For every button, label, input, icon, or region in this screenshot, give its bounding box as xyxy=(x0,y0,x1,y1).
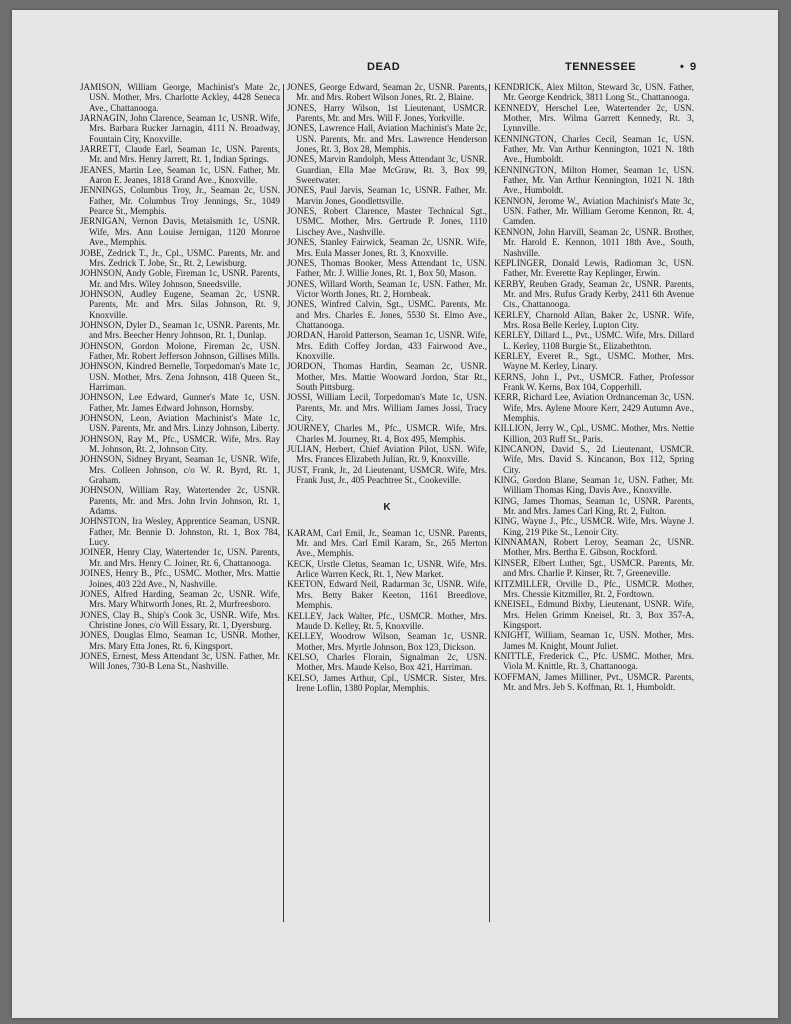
column-3 xyxy=(494,82,694,692)
casualty-entry: JONES, Winfred Calvin, Sgt., USMC. Parents, Mr. and Mrs. Charles E. Jones, 5530 St. Elmo Ave., Chattanooga. xyxy=(287,299,487,330)
casualty-entry: JARNAGIN, John Clarence, Seaman 1c, USNR. Wife, Mrs. Barbara Rucker Jarnagin, 4111 N. Broadway, Fountain City, Knoxville. xyxy=(80,113,280,144)
section-letter: K xyxy=(383,502,391,514)
casualty-entry: JEANES, Martin Lee, Seaman 1c, USN. Father, Mr. Aaron E. Jeanes, 1818 Grand Ave., Knoxville. xyxy=(80,164,280,186)
casualty-entry: JOHNSON, Audley Eugene, Seaman 2c, USNR. Parents, Mr. and Mrs. Silas Johnson, Rt. 9, Knoxville. xyxy=(80,288,280,320)
casualty-entry: KING, Wayne J., Pfc., USMCR. Wife, Mrs. Wayne J. King, 219 Pike St., Lenoir City. xyxy=(494,516,694,537)
casualty-entry: KENDRICK, Alex Milton, Steward 3c, USN. Father, Mr. George Kendrick, 3811 Long St., Chattanooga. xyxy=(494,82,694,103)
casualty-entry: JONES, Douglas Elmo, Seaman 1c, USNR. Mother, Mrs. Mary Etta Jones, Rt. 6, Kingsport. xyxy=(80,630,280,651)
casualty-entry: JONES, Clay B., Ship's Cook 3c, USNR. Wife, Mrs. Christine Jones, c/o Will Essary, Rt. 1, Dyersburg. xyxy=(80,609,280,630)
casualty-entry: JAMISON, William George, Machinist's Mate 2c, USN. Mother, Mrs. Charlotte Ackley, 4428 Seneca Ave., Chattanooga. xyxy=(80,82,280,113)
casualty-entry: KILLION, Jerry W., Cpl., USMC. Mother, Mrs. Nettie Killion, 203 Ruff St., Paris. xyxy=(494,423,694,444)
casualty-entry: KELSO, Charles Florain, Signalman 2c, USN. Mother, Mrs. Maude Kelso, Box 421, Harriman. xyxy=(287,651,487,673)
casualty-entry: KEETON, Edward Neil, Radarman 3c, USNR. Wife, Mrs. Betty Baker Keeton, 1161 Breedlove, Memphis. xyxy=(287,579,487,611)
casualty-entry: JOINER, Henry Clay, Watertender 1c, USN. Parents, Mr. and Mrs. Henry C. Joiner, Rt. 6, Chattanooga. xyxy=(80,547,280,568)
casualty-entry: JOHNSON, Gordon Molone, Fireman 2c, USN. Father, Mr. Robert Jefferson Johnson, Gillises Mills. xyxy=(80,340,280,361)
casualty-entry: JOSSI, William Lecil, Torpedoman's Mate 1c, USN. Parents, Mr. and Mrs. William James Jossi, Tracy City. xyxy=(287,392,487,423)
casualty-entry: KELLEY, Jack Walter, Pfc., USMCR. Mother, Mrs. Maude D. Kelley, Rt. 5, Knoxville. xyxy=(287,610,487,631)
casualty-entry: JORDAN, Harold Patterson, Seaman 1c, USNR. Wife, Mrs. Edith Coffey Jordan, 433 Fairwood Ave., Knoxville. xyxy=(287,330,487,361)
casualty-entry: JONES, Ernest, Mess Attendant 3c, USN. Father, Mr. Will Jones, 730-B Lena St., Nashville. xyxy=(80,650,280,672)
casualty-entry: JONES, Robert Clarence, Master Technical Sgt., USMC. Mother, Mrs. Gertrude P. Jones, 1110 Lischey Ave., Nashville. xyxy=(287,206,487,237)
casualty-entry: JENNINGS, Columbus Troy, Jr., Seaman 2c, USN. Father, Mr. Columbus Troy Jennings, Sr., 1049 Pearce St., Memphis. xyxy=(80,185,280,217)
casualty-entry: JERNIGAN, Vernon Davis, Metalsmith 1c, USNR. Wife, Mrs. Ann Louise Jernigan, 1120 Monroe Ave., Memphis. xyxy=(80,216,280,248)
casualty-entry: JONES, Willard Worth, Seaman 1c, USN. Father, Mr. Victor Worth Jones, Rt. 2, Hornbeak. xyxy=(287,278,487,299)
casualty-entry: KINCANON, David S., 2d Lieutenant, USMCR. Wife, Mrs. David S. Kincanon, Box 112, Spring City. xyxy=(494,444,694,475)
casualty-entry: JONES, Thomas Booker, Mess Attendant 1c, USN. Father, Mr. J. Willie Jones, Rt. 1, Box 50, Mason. xyxy=(287,257,487,279)
casualty-entry: JULIAN, Herbert, Chief Aviation Pilot, USN. Wife, Mrs. Frances Elizabeth Julian, Rt. 9, Knoxville. xyxy=(287,444,487,465)
casualty-entry: KINNAMAN, Robert Leroy, Seaman 2c, USNR. Mother, Mrs. Bertha E. Gibson, Rockford. xyxy=(494,537,694,558)
casualty-entry: JOURNEY, Charles M., Pfc., USMCR. Wife, Mrs. Charles M. Journey, Rt. 4, Box 495, Memphis. xyxy=(287,423,487,444)
casualty-entry: JOHNSON, William Ray, Watertender 2c, USNR. Parents, Mr. and Mrs. John Irvin Johnson, Rt. 1, Adams. xyxy=(80,485,280,517)
casualty-entry: KENNINGTON, Milton Homer, Seaman 1c, USN. Father, Mr. Van Arthur Kennington, 1021 N. 18th Ave., Humboldt. xyxy=(494,164,694,196)
page-header xyxy=(0,61,791,77)
casualty-entry: JONES, Stanley Fairwick, Seaman 2c, USNR. Wife, Mrs. Eula Masser Jones, Rt. 3, Knoxville. xyxy=(287,237,487,258)
casualty-entry: JONES, Paul Jarvis, Seaman 1c, USNR. Father, Mr. Marvin Jones, Goodlettsville. xyxy=(287,185,487,206)
casualty-entry: KING, James Thomas, Seaman 1c, USNR. Parents, Mr. and Mrs. James Carl King, Rt. 2, Fulton. xyxy=(494,495,694,517)
casualty-entry: KELLEY, Woodrow Wilson, Seaman 1c, USNR. Mother, Mrs. Myrtle Johnson, Box 123, Dickson. xyxy=(287,631,487,652)
casualty-entry: JONES, Lawrence Hall, Aviation Machinist's Mate 2c, USN. Parents, Mr. and Mrs. Lawrence Henderson Jones, Rt. 3, Box 28, Memphis. xyxy=(287,123,487,155)
casualty-entry: JONES, Alfred Harding, Seaman 2c, USNR. Wife, Mrs. Mary Whitworth Jones, Rt. 2, Murfreesboro. xyxy=(80,588,280,610)
casualty-entry: KITZMILLER, Orville D., Pfc., USMCR. Mother, Mrs. Chessie Kitzmiller, Rt. 2, Fordtown. xyxy=(494,578,694,599)
casualty-entry: KENNON, John Harvill, Seaman 2c, USNR. Brother, Mr. Harold E. Kennon, 1011 18th Ave., South, Nashville. xyxy=(494,226,694,258)
casualty-entry: JOHNSON, Sidney Bryant, Seaman 1c, USNR. Wife, Mrs. Colleen Johnson, c/o W. R. Byrd, Rt. 1, Graham. xyxy=(80,454,280,486)
casualty-entry: KELSO, James Arthur, Cpl., USMCR. Sister, Mrs. Irene Loflin, 1380 Poplar, Memphis. xyxy=(287,672,487,693)
header-bullet: • xyxy=(680,61,684,73)
casualty-entry: KERLEY, Everet R., Sgt., USMC. Mother, Mrs. Wayne M. Kerley, Linary. xyxy=(494,350,694,372)
casualty-entry: KERNS, John I., Pvt., USMCR. Father, Professor Frank W. Kerns, Box 104, Copperhill. xyxy=(494,371,694,392)
column-2 xyxy=(287,82,487,693)
casualty-entry: KNITTLE, Frederick C., Pfc. USMC. Mother, Mrs. Viola M. Knittle, Rt. 3, Chattanooga. xyxy=(494,650,694,672)
casualty-entry: KERLEY, Dillard L., Pvt., USMC. Wife, Mrs. Dillard L. Kerley, 1108 Burgie St., Elizabethton. xyxy=(494,330,694,351)
casualty-entry: JOHNSON, Lee Edward, Gunner's Mate 1c, USN. Father, Mr. James Edward Johnson, Hornsby. xyxy=(80,392,280,413)
casualty-entry: JOHNSON, Kindred Bernelle, Torpedoman's Mate 1c, USN. Mother, Mrs. Zena Johnson, 418 Queen St., Harriman. xyxy=(80,361,280,392)
casualty-entry: KENNON, Jerome W., Aviation Machinist's Mate 3c, USN. Father, Mr. William Gerome Kennon, Rt. 4, Camden. xyxy=(494,195,694,227)
casualty-entry: JOHNSON, Leon, Aviation Machinist's Mate 1c, USN. Parents, Mr. and Mrs. Linzy Johnson, Liberty. xyxy=(80,413,280,434)
casualty-entry: JOHNSON, Andy Goble, Fireman 1c, USNR. Parents, Mr. and Mrs. Wiley Johnson, Sneedsville. xyxy=(80,268,280,289)
casualty-entry: KNIGHT, William, Seaman 1c, USN. Mother, Mrs. James M. Knight, Mount Juliet. xyxy=(494,630,694,651)
casualty-entry: KNEISEL, Edmund Bixby, Lieutenant, USNR. Wife, Mrs. Helen Grimm Kneisel, Rt. 3, Box 357-A, Kingsport. xyxy=(494,599,694,630)
casualty-entry: JARRETT, Claude Earl, Seaman 1c, USN. Parents, Mr. and Mrs. Henry Jarrett, Rt. 1, Indian Springs. xyxy=(80,144,280,165)
casualty-entry: JOHNSON, Dyler D., Seaman 1c, USNR. Parents, Mr. and Mrs. Beecher Henry Johnson, Rt. 1, Dunlap. xyxy=(80,319,280,341)
casualty-entry: KERLEY, Charnold Allan, Baker 2c, USNR. Wife, Mrs. Rosa Belle Kerley, Lupton City. xyxy=(494,309,694,330)
column-rule xyxy=(283,84,284,922)
casualty-entry: KENNINGTON, Charles Cecil, Seaman 1c, USN. Father, Mr. Van Arthur Kennington, 1021 N. 18th Ave., Humboldt. xyxy=(494,133,694,165)
casualty-entry: KENNEDY, Herschel Lee, Watertender 2c, USN. Mother, Mrs. Wilma Garrett Kennedy, Rt. 3, Lynnville. xyxy=(494,102,694,134)
column-rule xyxy=(489,84,490,922)
casualty-entry: KING, Gordon Blane, Seaman 1c, USN. Father, Mr. William Thomas King, Davis Ave., Knoxville. xyxy=(494,475,694,496)
page-number: 9 xyxy=(689,61,697,73)
casualty-entry: JOHNSTON, Ira Wesley, Apprentice Seaman, USNR. Father, Mr. Bennie D. Johnston, Rt. 1, Box 784, Lucy. xyxy=(80,516,280,548)
casualty-entry: JOHNSON, Ray M., Pfc., USMCR. Wife, Mrs. Ray M. Johnson, Rt. 2, Johnson City. xyxy=(80,433,280,455)
casualty-entry: JONES, Harry Wilson, 1st Lieutenant, USMCR. Parents, Mr. and Mrs. Will F. Jones, Yorkville. xyxy=(287,102,487,124)
casualty-entry: JOBE, Zedrick T., Jr., Cpl., USMC. Parents, Mr. and Mrs. Zedrick T. Jobe, Sr., Rt. 2, Lewisburg. xyxy=(80,247,280,268)
casualty-entry: KARAM, Carl Emil, Jr., Seaman 1c, USNR. Parents, Mr. and Mrs. Carl Emil Karam, Sr., 265 Merton Ave., Memphis. xyxy=(287,527,487,559)
casualty-entry: JONES, George Edward, Seaman 2c, USNR. Parents, Mr. and Mrs. Robert Wilson Jones, Rt. 2, Blaine. xyxy=(287,82,487,103)
header-state: TENNESSEE xyxy=(565,61,637,73)
casualty-entry: JOINES, Henry B., Pfc., USMC. Mother, Mrs. Mattie Joines, 403 22d Ave., N, Nashville. xyxy=(80,568,280,589)
header-title: DEAD xyxy=(367,61,401,73)
casualty-entry: KEPLINGER, Donald Lewis, Radioman 3c, USN. Father, Mr. Everette Ray Keplinger, Erwin. xyxy=(494,257,694,279)
column-1 xyxy=(80,82,280,672)
header-page-number xyxy=(680,61,696,73)
casualty-entry: JONES, Marvin Randolph, Mess Attendant 3c, USNR. Guardian, Ella Mae McGraw, Rt. 3, Box 99, Sweetwater. xyxy=(287,154,487,186)
casualty-entry: KERBY, Reuben Grady, Seaman 2c, USNR. Parents, Mr. and Mrs. Rufus Grady Kerby, 2411 6th Avenue Cts., Chattanooga. xyxy=(494,278,694,310)
casualty-entry: KINSER, Elbert Luther, Sgt., USMCR. Parents, Mr. and Mrs. Charlie P. Kinser, Rt. 7, Greeneville. xyxy=(494,557,694,579)
casualty-entry: KECK, Urstle Cletus, Seaman 1c, USNR. Wife, Mrs. Arlice Warren Keck, Rt. 1, New Market. xyxy=(287,558,487,580)
casualty-entry: JUST, Frank, Jr., 2d Lieutenant, USMCR. Wife, Mrs. Frank Just, Jr., 405 Peachtree St., Cookeville. xyxy=(287,464,487,486)
casualty-entry: JORDON, Thomas Hardin, Seaman 2c, USNR. Mother, Mrs. Mattie Wooward Jordon, Star Rt., South Pittsburg. xyxy=(287,361,487,392)
casualty-entry: KOFFMAN, James Milliner, Pvt., USMCR. Parents, Mr. and Mrs. Jeb S. Koffman, Rt. 1, Humboldt. xyxy=(494,671,694,692)
casualty-entry: KERR, Richard Lee, Aviation Ordnanceman 3c, USN. Wife, Mrs. Aylene Moore Kerr, 2429 Autumn Ave., Memphis. xyxy=(494,392,694,423)
